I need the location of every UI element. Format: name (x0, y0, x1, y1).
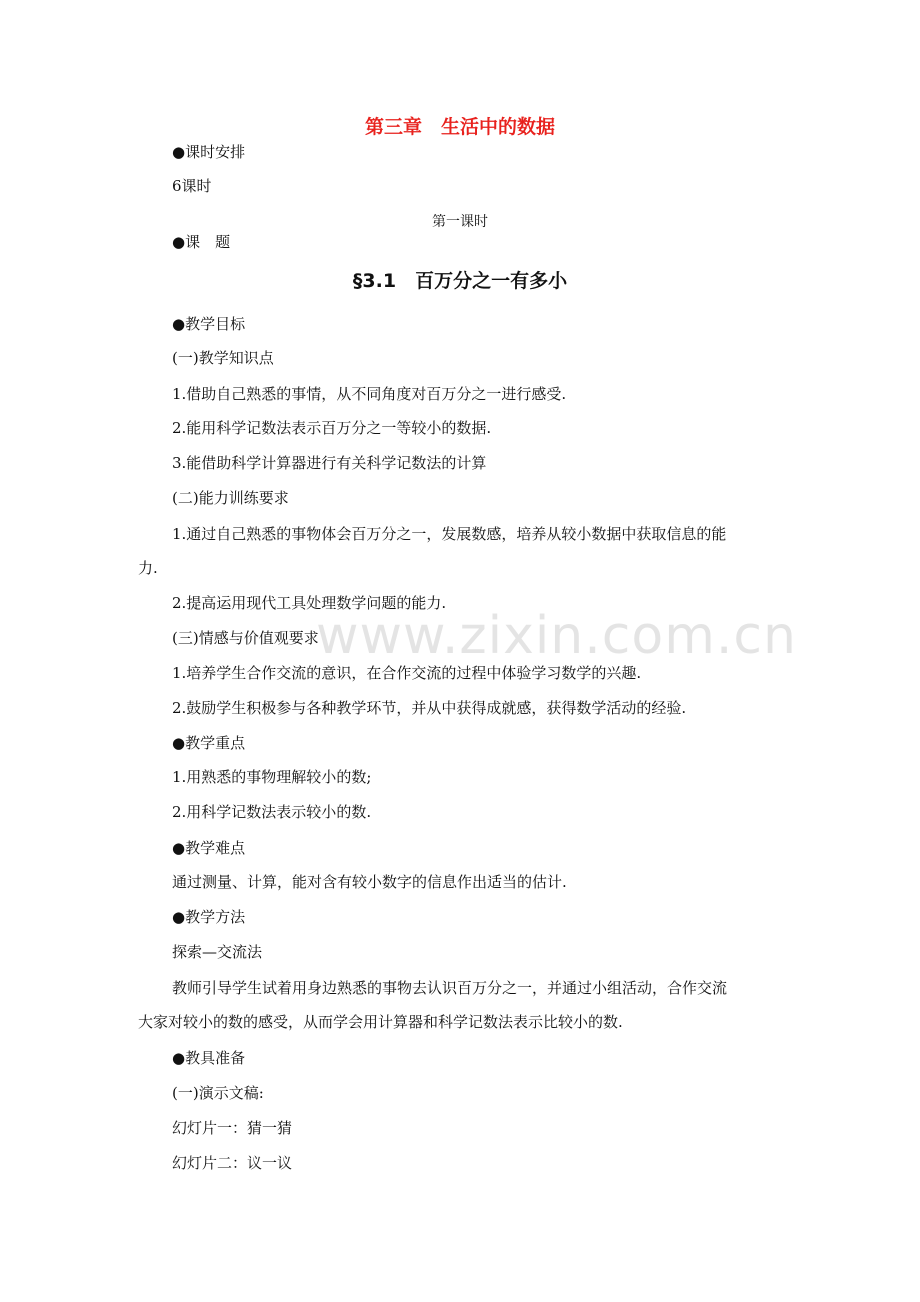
knowledge-item-3: 3.能借助科学计算器进行有关科学记数法的计算 (172, 454, 487, 472)
objectives-heading: ●教学目标 (172, 315, 246, 333)
method-description-cont: 大家对较小的数的感受，从而学会用计算器和科学记数法表示比较小的数. (138, 1013, 623, 1031)
focus-item-2: 2.用科学记数法表示较小的数. (172, 803, 372, 821)
ability-item-1-cont: 力. (138, 559, 158, 577)
method-heading: ●教学方法 (172, 908, 246, 926)
knowledge-item-1: 1.借助自己熟悉的事情，从不同角度对百万分之一进行感受. (172, 385, 567, 403)
difficulty-heading: ●教学难点 (172, 839, 246, 857)
method-name: 探索—交流法 (172, 943, 263, 961)
schedule-heading: ●课时安排 (172, 143, 246, 161)
ability-item-2: 2.提高运用现代工具处理数学问题的能力. (172, 594, 447, 612)
slide-item-2: 幻灯片二：议一议 (172, 1154, 293, 1172)
emotion-item-2: 2.鼓励学生积极参与各种教学环节，并从中获得成就感，获得数学活动的经验. (172, 699, 687, 717)
section-title: §3.1 百万分之一有多小 (352, 270, 568, 292)
topic-heading: ●课 题 (172, 233, 231, 251)
watermark: www.zixin.com.cn (316, 606, 797, 666)
schedule-value: 6课时 (172, 177, 212, 195)
ability-heading: (二)能力训练要求 (172, 489, 289, 507)
focus-item-1: 1.用熟悉的事物理解较小的数; (172, 768, 372, 786)
focus-heading: ●教学重点 (172, 734, 246, 752)
knowledge-item-2: 2.能用科学记数法表示百万分之一等较小的数据. (172, 419, 492, 437)
method-description: 教师引导学生试着用身边熟悉的事物去认识百万分之一，并通过小组活动，合作交流 (172, 979, 728, 997)
difficulty-item: 通过测量、计算，能对含有较小数字的信息作出适当的估计. (172, 873, 567, 891)
slide-item-1: 幻灯片一：猜一猜 (172, 1119, 293, 1137)
emotion-heading: (三)情感与价值观要求 (172, 629, 319, 647)
slides-heading: (一)演示文稿: (172, 1084, 264, 1102)
lesson-label: 第一课时 (432, 214, 488, 230)
tools-heading: ●教具准备 (172, 1049, 246, 1067)
chapter-title: 第三章 生活中的数据 (364, 116, 555, 138)
emotion-item-1: 1.培养学生合作交流的意识，在合作交流的过程中体验学习数学的兴趣. (172, 664, 642, 682)
knowledge-heading: (一)教学知识点 (172, 349, 274, 367)
ability-item-1: 1.通过自己熟悉的事物体会百万分之一，发展数感，培养从较小数据中获取信息的能 (172, 525, 727, 543)
